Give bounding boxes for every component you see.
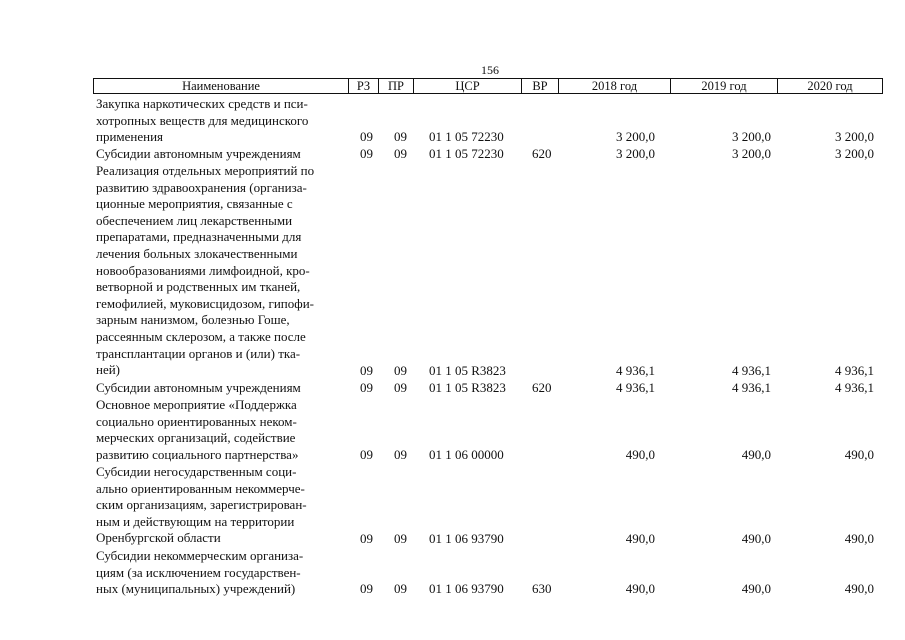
row-rz: 09: [360, 380, 373, 396]
row-rz: 09: [360, 363, 373, 379]
row-csr: 01 1 06 00000: [429, 447, 504, 463]
row-2020: 490,0: [844, 447, 874, 463]
table-row: [0, 163, 905, 380]
row-2020: 4 936,1: [835, 363, 874, 379]
table-row: [0, 397, 905, 464]
page-number: 156: [481, 63, 499, 77]
row-csr: 01 1 05 72230: [429, 146, 504, 162]
table-row: [0, 380, 905, 397]
row-pr: 09: [394, 363, 407, 379]
table-row: [0, 96, 905, 146]
row-2019: 490,0: [741, 531, 771, 547]
row-rz: 09: [360, 531, 373, 547]
row-vr: 620: [532, 380, 552, 396]
row-2019: 4 936,1: [732, 380, 771, 396]
row-2019: 490,0: [741, 581, 771, 597]
header-2019: 2019 год: [671, 79, 778, 93]
row-pr: 09: [394, 146, 407, 162]
row-2020: 490,0: [844, 531, 874, 547]
row-2020: 3 200,0: [835, 129, 874, 145]
row-csr: 01 1 05 72230: [429, 129, 504, 145]
header-2020: 2020 год: [807, 79, 853, 93]
row-2019: 490,0: [741, 447, 771, 463]
header-rz: РЗ: [349, 79, 379, 93]
header-2018: 2018 год: [559, 79, 671, 93]
row-name: Субсидии автономным учреждениям: [96, 380, 301, 395]
row-pr: 09: [394, 129, 407, 145]
row-2018: 3 200,0: [616, 146, 655, 162]
row-name: Субсидии некоммерческим организа- циям (за исключением государствен- ных (муниципальных) учреждений): [96, 548, 304, 597]
row-csr: 01 1 05 R3823: [429, 380, 506, 396]
row-2018: 490,0: [625, 581, 655, 597]
header-pr: ПР: [379, 79, 414, 93]
row-2019: 3 200,0: [732, 146, 771, 162]
row-2018: 490,0: [625, 447, 655, 463]
row-2018: 4 936,1: [616, 380, 655, 396]
row-2019: 3 200,0: [732, 129, 771, 145]
table-row: [0, 146, 905, 163]
row-name: Субсидии негосударственным соци- ально ориентированным некоммерче- ским организациям, зарегистрирован- ным и действующим на территории Оренбургской области: [96, 464, 307, 546]
row-rz: 09: [360, 447, 373, 463]
row-name: Субсидии автономным учреждениям: [96, 146, 301, 161]
row-2019: 4 936,1: [732, 363, 771, 379]
row-pr: 09: [394, 380, 407, 396]
row-csr: 01 1 06 93790: [429, 531, 504, 547]
row-rz: 09: [360, 581, 373, 597]
row-2020: 4 936,1: [835, 380, 874, 396]
row-pr: 09: [394, 447, 407, 463]
row-name: Реализация отдельных мероприятий по развитию здравоохранения (организа- ционные мероприятия, связанные с обеспечением лиц лекарственными препаратами, предназначенными для лечения больных злокачественными новообразованиями лимфоидной, кро- ветворной и родственных им тканей, гемофилией, муковисцидозом, гипофи- зарным нанизмом, болезнью Гоше, рассеянным склерозом, а также после трансплантации органов и (или) тка- ней): [96, 163, 315, 378]
row-vr: 620: [532, 146, 552, 162]
header-csr: ЦСР: [414, 79, 522, 93]
row-2018: 490,0: [625, 531, 655, 547]
row-2020: 3 200,0: [835, 146, 874, 162]
table-row: [0, 548, 905, 598]
row-pr: 09: [394, 531, 407, 547]
row-pr: 09: [394, 581, 407, 597]
row-csr: 01 1 05 R3823: [429, 363, 506, 379]
row-name: Основное мероприятие «Поддержка социально ориентированных неком- мерческих организаций, содействие развитию социального партнерства»: [96, 397, 299, 462]
row-2018: 4 936,1: [616, 363, 655, 379]
row-2020: 490,0: [844, 581, 874, 597]
header-name: Наименование: [94, 79, 349, 93]
row-rz: 09: [360, 129, 373, 145]
row-2018: 3 200,0: [616, 129, 655, 145]
header-vr: ВР: [522, 79, 559, 93]
table-row: [0, 464, 905, 548]
row-rz: 09: [360, 146, 373, 162]
row-csr: 01 1 06 93790: [429, 581, 504, 597]
row-name: Закупка наркотических средств и пси- хотропных веществ для медицинского применения: [96, 96, 309, 145]
row-vr: 630: [532, 581, 552, 597]
